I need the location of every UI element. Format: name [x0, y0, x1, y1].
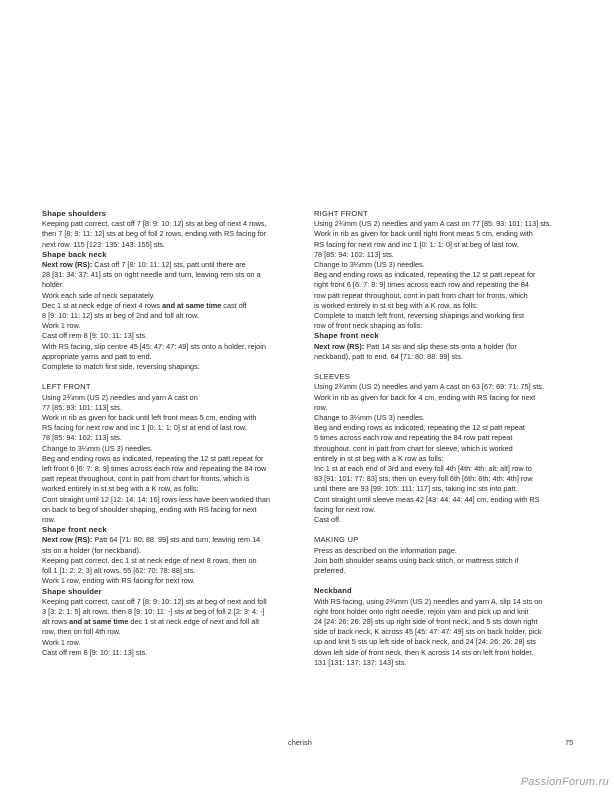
- text-line: neckband), patt to end. 64 [71: 80: 88: 99] sts.: [314, 351, 463, 361]
- text-line: row, then on foll 4th row.: [42, 627, 121, 637]
- text-line: Work 1 row.: [42, 637, 81, 647]
- text-line: [42, 617, 304, 627]
- section-heading-shape-back-neck: Shape back neck: [42, 249, 107, 259]
- text-line: Cont straight until 12 [12: 14: 14: 16] rows less have been worked than: [42, 494, 270, 504]
- text-line: foll 1 [1: 2: 2: 3] alt rows. 55 [62: 70: 78: 88] sts.: [42, 566, 196, 576]
- text-line: Press as described on the information page.: [314, 545, 457, 555]
- text-line: Join both shoulder seams using back stitch, or mattress stitch if: [314, 555, 519, 565]
- left-column: [42, 209, 304, 658]
- text-line: facing for next row.: [314, 504, 376, 514]
- section-heading-sleeves: SLEEVES: [314, 372, 351, 382]
- text-line: next row. 115 [123: 135: 143: 155] sts.: [42, 239, 166, 249]
- text-line: 77 [85: 93: 101: 113] sts.: [42, 402, 122, 412]
- text-line: Keeping patt correct, dec 1 st at neck edge of next 8 rows, then on: [42, 555, 257, 565]
- text-line: Beg and ending rows as indicated, repeating the 12 st patt repeat for: [314, 270, 536, 280]
- text-line: worked entirely in st st beg with a K row, as folls:: [42, 484, 199, 494]
- alt-text-end: dec 1 st at neck edge of next and foll alt: [128, 617, 260, 627]
- text-line: Work in rib as given for back for 4 cm, ending with RS facing for next: [314, 392, 536, 402]
- text-line: With RS facing, slip centre 45 [45: 47: 47: 49] sts onto a holder, rejoin: [42, 341, 266, 351]
- next-row-label: Next row (RS):: [314, 341, 365, 351]
- next-row-text: Cast off 7 [8: 10: 11: 12] sts, patt until there are: [92, 260, 246, 270]
- text-line: Complete to match first side, reversing shapings.: [42, 362, 200, 372]
- text-line: RS facing for next row and inc 1 [0: 1: 1: 0] st at end of last row.: [42, 423, 247, 433]
- text-line: Cast off.: [314, 515, 342, 525]
- text-line: With RS facing, using 2¾mm (US 2) needles and yarn A, slip 14 sts on: [314, 596, 543, 606]
- text-line: row of front neck shaping as folls:: [314, 321, 423, 331]
- text-line: throughout, cont in patt from chart for sleeve, which is worked: [314, 443, 513, 453]
- text-line: then 7 [8: 9: 11: 12] sts at beg of foll 2 rows, ending with RS facing for: [42, 229, 267, 239]
- text-line: Using 2¾mm (US 2) needles and yarn A cast on 77 [85: 93: 101: 113] sts.: [314, 219, 552, 229]
- section-heading-shape-shoulder: Shape shoulder: [42, 586, 102, 596]
- next-row-label: Next row (RS):: [42, 260, 93, 270]
- text-line: preferred.: [314, 566, 346, 576]
- dec-text: Dec 1 st at neck edge of next 4 rows: [42, 300, 163, 310]
- text-line: Using 2¾mm (US 2) needles and yarn A cast on 63 [67: 69: 71: 75] sts.: [314, 382, 544, 392]
- text-line: Using 2¾mm (US 2) needles and yarn A cast on: [42, 392, 198, 402]
- text-line: holder.: [42, 280, 64, 290]
- section-heading-shape-front-neck: Shape front neck: [314, 331, 379, 341]
- text-line: Change to 3¼mm (US 3) needles.: [314, 260, 425, 270]
- right-column: [314, 209, 576, 668]
- text-line: Cast off rem 8 [9: 10: 11: 13] sts.: [42, 647, 148, 657]
- text-line: 3 [3: 2: 1: 5] alt rows, then 8 [9: 10: 11: -] sts at beg of foll 2 [2: 3: 4: -]: [42, 606, 265, 616]
- text-line: Change to 3¼mm (US 3) needles.: [314, 413, 425, 423]
- text-line: Change to 3¼mm (US 3) needles.: [42, 443, 153, 453]
- watermark: PassionForum.ru: [520, 776, 609, 788]
- text-line: Cast off rem 8 [9: 10: 11: 13] sts.: [42, 331, 148, 341]
- text-line: 5 times across each row and repeating the 84 row patt repeat: [314, 433, 513, 443]
- text-line: RS facing for next row and inc 1 [0: 1: 1: 0] st at beg of last row.: [314, 239, 519, 249]
- next-row-label: Next row (RS):: [42, 535, 93, 545]
- text-line: [42, 301, 304, 311]
- text-line: 28 [31: 34: 37: 41] sts on right needle and turn, leaving rem sts on a: [42, 270, 261, 280]
- emphasis-text: and at same time: [162, 300, 222, 310]
- text-line: is worked entirely in st st beg with a K row, as folls:: [314, 300, 478, 310]
- text-line: 78 [85: 94: 102: 113] sts.: [314, 249, 394, 259]
- text-line: right front holder onto right needle, rejoin yarn and pick up and knit: [314, 606, 529, 616]
- section-heading-left-front: LEFT FRONT: [42, 382, 91, 392]
- text-line: Inc 1 st at each end of 3rd and every foll 4th [4th: 4th: alt: alt] row to: [314, 464, 532, 474]
- text-line: 8 [9: 10: 11: 12] sts at beg of 2nd and foll alt row.: [42, 311, 199, 321]
- magazine-name: cherish: [288, 738, 312, 747]
- text-line: Keeping patt correct, cast off 7 [8: 9: 10: 12] sts at beg of next and foll: [42, 596, 267, 606]
- text-line: Keeping patt correct, cast off 7 [8: 9: 10: 12] sts at beg of next 4 rows,: [42, 219, 267, 229]
- text-line: [314, 342, 576, 352]
- text-line: side of back neck, K across 45 [45: 47: 47: 49] sts on back holder, pick: [314, 627, 542, 637]
- dec-text-end: cast off: [221, 300, 247, 310]
- text-line: Work 1 row.: [42, 321, 81, 331]
- text-line: left front 6 [6: 7: 8: 9] times across each row and repeating the 84 row: [42, 464, 267, 474]
- text-line: Beg and ending rows as indicated, repeating the 12 st patt repeat for: [42, 453, 264, 463]
- text-line: row.: [314, 402, 328, 412]
- page-number: 75: [565, 738, 574, 747]
- next-row-text: Patt 64 [71: 80: 88: 99] sts and turn, leaving rem 14: [92, 535, 261, 545]
- text-line: Work in rib as given for back until left front meas 5 cm, ending with: [42, 413, 257, 423]
- section-heading-right-front: RIGHT FRONT: [314, 209, 368, 218]
- text-line: 131 [131: 137: 137: 143] sts.: [314, 657, 407, 667]
- text-line: Work 1 row, ending with RS facing for next row.: [42, 576, 195, 586]
- text-line: [42, 535, 304, 545]
- text-line: entirely in st st beg with a K row as folls:: [314, 453, 444, 463]
- text-line: right front 6 [6: 7: 8: 9] times across each row and repeating the 84: [314, 280, 529, 290]
- text-line: up and knit 5 sts up left side of back neck, and 24 [24: 26: 26: 28] sts: [314, 637, 536, 647]
- section-heading-shape-front-neck: Shape front neck: [42, 525, 107, 535]
- text-line: Cont straight until sleeve meas 42 [43: 44: 44: 44] cm, ending with RS: [314, 494, 540, 504]
- text-line: down left side of front neck, then K across 14 sts on left front holder.: [314, 647, 534, 657]
- text-line: sts on a holder (for neckband).: [42, 545, 141, 555]
- text-line: Beg and ending rows as indicated, repeating the 12 st patt repeat: [314, 423, 525, 433]
- emphasis-text: and at same time: [69, 617, 129, 627]
- section-heading-neckband: Neckband: [314, 586, 352, 596]
- next-row-text: Patt 14 sts and slip these sts onto a holder (for: [364, 341, 517, 351]
- text-line: 24 [24: 26: 26: 28] sts up right side of front neck, and 5 sts down right: [314, 617, 538, 627]
- text-line: [42, 260, 304, 270]
- text-line: row patt repeat throughout, cont in patt from chart for fronts, which: [314, 290, 528, 300]
- text-line: Work each side of neck separately.: [42, 290, 155, 300]
- section-heading-shape-shoulders: Shape shoulders: [42, 209, 107, 218]
- section-heading-making-up: MAKING UP: [314, 535, 359, 545]
- text-line: 83 [91: 101: 77: 83] sts, then on every foll 6th [6th: 6th: 4th: 4th] row: [314, 474, 533, 484]
- text-line: patt repeat throughout, cont in patt from chart for fronts, which is: [42, 474, 250, 484]
- text-line: appropriate yarns and patt to end.: [42, 351, 152, 361]
- text-line: Complete to match left front, reversing shapings and working first: [314, 311, 525, 321]
- text-line: on back to beg of shoulder shaping, ending with RS facing for next: [42, 504, 257, 514]
- text-line: row.: [42, 515, 56, 525]
- text-line: until there are 93 [99: 105: 111: 117] sts, taking inc sts into patt.: [314, 484, 518, 494]
- text-line: 78 [85: 94: 102: 113] sts.: [42, 433, 122, 443]
- text-line: Work in rib as given for back until right front meas 5 cm, ending with: [314, 229, 533, 239]
- alt-text: alt rows: [42, 617, 70, 627]
